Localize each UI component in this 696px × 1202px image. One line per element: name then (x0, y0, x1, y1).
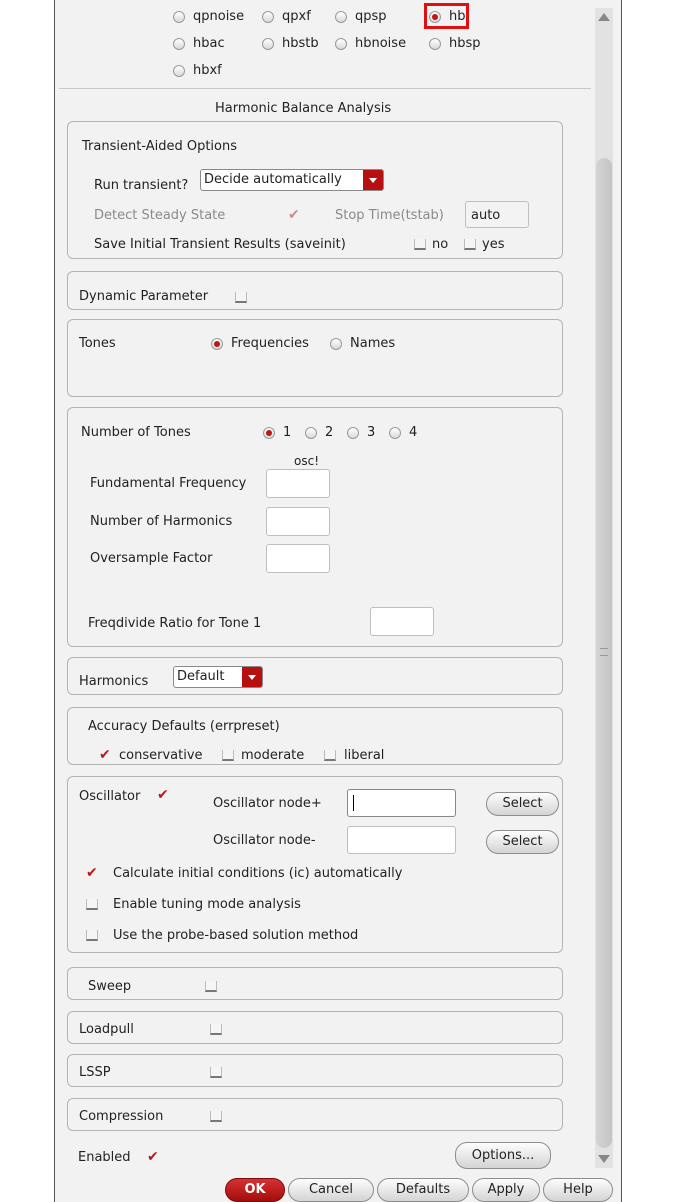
label-qpnoise: qpnoise (193, 9, 245, 24)
hb-analysis-window (54, 0, 622, 1202)
saveinit-label: Save Initial Transient Results (saveinit) (94, 237, 346, 252)
radio-qpsp[interactable] (335, 11, 347, 23)
label-hb: hb (449, 9, 466, 24)
detect-steady-state-checkbox[interactable]: ✔ (288, 207, 300, 223)
stop-time-label: Stop Time(tstab) (335, 208, 444, 223)
loadpull-checkbox[interactable] (210, 1024, 222, 1035)
harmonics-label: Harmonics (79, 674, 149, 689)
label-hbsp: hbsp (449, 36, 481, 51)
run-transient-dropdown[interactable] (200, 169, 384, 191)
section-title: Harmonic Balance Analysis (215, 101, 392, 116)
loadpull-label: Loadpull (79, 1022, 134, 1037)
conservative-checkbox[interactable]: ✔ (99, 747, 111, 763)
compression-label: Compression (79, 1109, 164, 1124)
detect-steady-state-label: Detect Steady State (94, 208, 226, 223)
apply-button[interactable]: Apply (472, 1178, 540, 1202)
oscillator-node-plus-label: Oscillator node+ (213, 796, 322, 811)
number-of-tones-group (67, 407, 563, 647)
radio-names[interactable] (330, 338, 342, 350)
run-transient-value: Decide automatically (204, 172, 342, 187)
lssp-label: LSSP (79, 1065, 111, 1080)
probe-method-label: Use the probe-based solution method (113, 928, 359, 943)
number-of-harmonics-label: Number of Harmonics (90, 514, 233, 529)
vertical-scrollbar[interactable] (595, 8, 613, 1168)
radio-hbxf[interactable] (173, 65, 185, 77)
saveinit-no-checkbox[interactable] (414, 239, 426, 250)
oscillator-node-plus-field[interactable] (347, 789, 456, 817)
harmonics-dropdown[interactable] (173, 666, 263, 688)
harmonics-group (67, 657, 563, 695)
radio-hbac[interactable] (173, 38, 185, 50)
number-of-tones-label: Number of Tones (81, 425, 191, 440)
moderate-checkbox[interactable] (222, 750, 234, 761)
label-hbac: hbac (193, 36, 225, 51)
accuracy-group (67, 707, 563, 765)
radio-frequencies[interactable] (211, 338, 223, 350)
sweep-checkbox[interactable] (205, 981, 217, 992)
label-qpsp: qpsp (355, 9, 387, 24)
saveinit-no-label: no (432, 237, 449, 252)
accuracy-title: Accuracy Defaults (errpreset) (88, 719, 280, 734)
oversample-factor-field[interactable] (266, 544, 330, 573)
tuning-mode-label: Enable tuning mode analysis (113, 897, 301, 912)
fundamental-frequency-label: Fundamental Frequency (90, 476, 247, 491)
calc-ic-label: Calculate initial conditions (ic) automatically (113, 866, 403, 881)
tones-group (67, 319, 563, 397)
tones-label: Tones (79, 336, 116, 351)
scroll-up-arrow-icon[interactable] (598, 13, 610, 21)
radio-hbsp[interactable] (429, 38, 441, 50)
number-of-harmonics-field[interactable] (266, 507, 330, 536)
compression-group (67, 1098, 563, 1131)
radio-qpnoise[interactable] (173, 11, 185, 23)
saveinit-yes-checkbox[interactable] (464, 239, 476, 250)
tones-1-label: 1 (283, 425, 292, 440)
oscillator-group (67, 776, 563, 953)
cancel-button[interactable]: Cancel (288, 1178, 374, 1202)
text-cursor (353, 795, 354, 811)
compression-checkbox[interactable] (210, 1111, 222, 1122)
oscillator-node-minus-select-button[interactable]: Select (486, 830, 559, 854)
lssp-group (67, 1054, 563, 1087)
moderate-label: moderate (241, 748, 305, 763)
label-hbxf: hbxf (193, 63, 222, 78)
scroll-down-arrow-icon[interactable] (598, 1155, 610, 1163)
ok-button[interactable]: OK (225, 1178, 285, 1202)
enabled-checkbox[interactable]: ✔ (147, 1149, 159, 1165)
fundamental-frequency-field[interactable] (266, 469, 330, 498)
chevron-down-icon (242, 667, 262, 687)
transient-title: Transient-Aided Options (82, 139, 238, 154)
radio-tones-1[interactable] (263, 427, 275, 439)
stop-time-field[interactable] (465, 201, 529, 228)
analysis-type-selector (55, 0, 595, 84)
grip-icon (600, 648, 608, 656)
liberal-label: liberal (344, 748, 385, 763)
radio-hbstb[interactable] (262, 38, 274, 50)
radio-tones-3[interactable] (347, 427, 359, 439)
label-qpxf: qpxf (282, 9, 311, 24)
tones-4-label: 4 (409, 425, 418, 440)
defaults-button[interactable]: Defaults (377, 1178, 469, 1202)
label-hbstb: hbstb (282, 36, 319, 51)
run-transient-label: Run transient? (94, 178, 189, 193)
oscillator-node-minus-label: Oscillator node- (213, 833, 316, 848)
loadpull-group (67, 1011, 563, 1044)
sweep-group (67, 967, 563, 1000)
radio-qpxf[interactable] (262, 11, 274, 23)
tones-3-label: 3 (367, 425, 376, 440)
oscillator-checkbox[interactable]: ✔ (157, 787, 169, 803)
dynamic-parameter-label: Dynamic Parameter (79, 289, 209, 304)
stop-time-value: auto (471, 208, 501, 223)
oscillator-node-plus-select-button[interactable]: Select (486, 792, 559, 816)
liberal-checkbox[interactable] (324, 750, 336, 761)
options-button[interactable]: Options... (455, 1142, 551, 1169)
radio-hbnoise[interactable] (335, 38, 347, 50)
tuning-mode-checkbox[interactable] (86, 899, 98, 910)
dynamic-parameter-checkbox[interactable] (235, 292, 247, 303)
enabled-label: Enabled (78, 1150, 131, 1165)
probe-method-checkbox[interactable] (86, 930, 98, 941)
tone-column-header: osc! (294, 454, 320, 468)
sweep-label: Sweep (88, 979, 132, 994)
transient-options-group (67, 121, 563, 259)
tones-2-label: 2 (325, 425, 334, 440)
dialog-footer (55, 1176, 621, 1202)
freqdivide-field[interactable] (370, 607, 434, 636)
separator (59, 88, 591, 89)
conservative-label: conservative (119, 748, 203, 763)
lssp-checkbox[interactable] (210, 1067, 222, 1078)
frequencies-label: Frequencies (231, 336, 309, 351)
saveinit-yes-label: yes (482, 237, 505, 252)
freqdivide-label: Freqdivide Ratio for Tone 1 (88, 616, 262, 631)
help-button[interactable]: Help (543, 1178, 613, 1202)
harmonics-value: Default (177, 669, 225, 684)
oversample-factor-label: Oversample Factor (90, 551, 213, 566)
chevron-down-icon (363, 170, 383, 190)
oscillator-node-minus-field[interactable] (347, 826, 456, 854)
radio-tones-2[interactable] (305, 427, 317, 439)
oscillator-label: Oscillator (79, 789, 141, 804)
radio-tones-4[interactable] (389, 427, 401, 439)
dynamic-parameter-group (67, 271, 563, 310)
names-label: Names (350, 336, 396, 351)
label-hbnoise: hbnoise (355, 36, 407, 51)
calc-ic-checkbox[interactable]: ✔ (86, 865, 98, 881)
radio-hb[interactable] (429, 11, 441, 23)
